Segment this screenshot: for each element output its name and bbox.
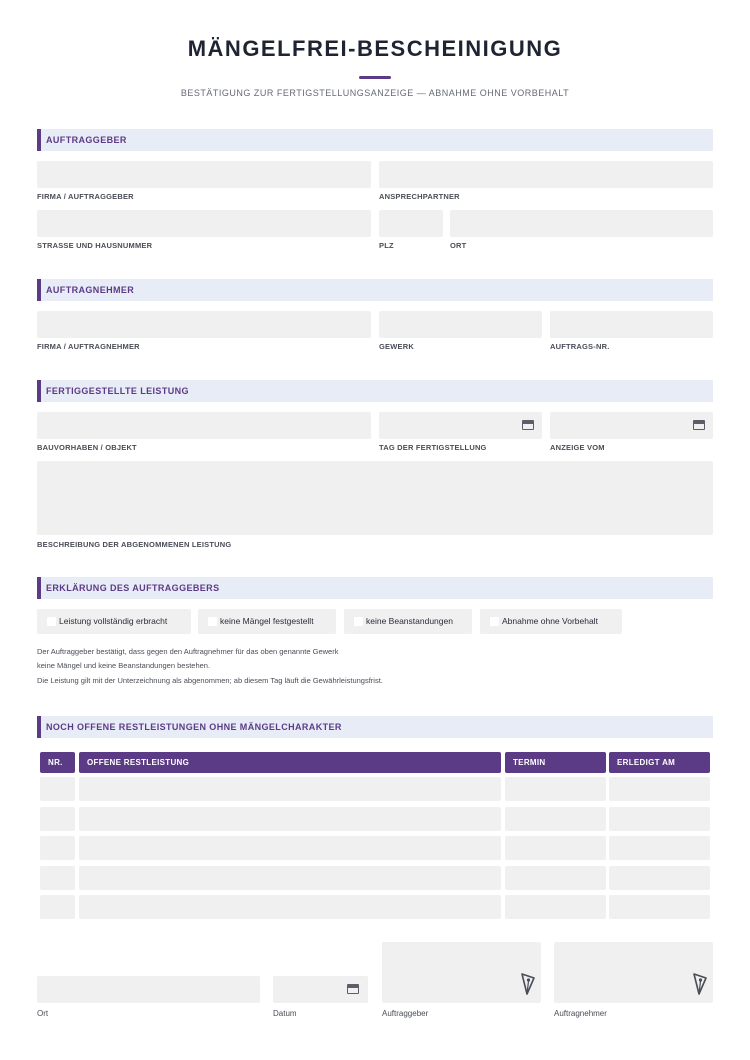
table-cell-termin[interactable] bbox=[505, 777, 606, 801]
table-cell-nr[interactable] bbox=[40, 866, 75, 890]
auftraggeber-signature-label: Auftraggeber bbox=[382, 1009, 429, 1018]
checkbox-box[interactable] bbox=[354, 617, 363, 626]
gewerk-field[interactable] bbox=[379, 311, 542, 338]
auftragnehmer-signature-label: Auftragnehmer bbox=[554, 1009, 607, 1018]
checkbox-label: keine Mängel festgestellt bbox=[220, 616, 314, 626]
section-title: AUFTRAGGEBER bbox=[46, 135, 127, 145]
erklaerung-text-line-3: Die Leistung gilt mit der Unterzeichnung als abgenommen; ab diesem Tag läuft die Gewährleistungsfrist. bbox=[37, 676, 383, 685]
fertigstellung-label: TAG DER FERTIGSTELLUNG bbox=[379, 443, 487, 452]
firma-auftragnehmer-field[interactable] bbox=[37, 311, 371, 338]
table-cell-nr[interactable] bbox=[40, 836, 75, 860]
calendar-icon[interactable] bbox=[347, 984, 359, 994]
bauvorhaben-field[interactable] bbox=[37, 412, 371, 439]
section-auftragnehmer bbox=[37, 279, 713, 301]
ort-signature-label: Ort bbox=[37, 1009, 49, 1018]
column-header-label: ERLEDIGT AM bbox=[617, 758, 676, 767]
auftragnehmer-signature-field[interactable] bbox=[554, 942, 713, 1003]
checkbox-keine-maengel[interactable] bbox=[198, 609, 336, 634]
table-cell-termin[interactable] bbox=[505, 866, 606, 890]
table-cell-nr[interactable] bbox=[40, 777, 75, 801]
anzeige-label: ANZEIGE VOM bbox=[550, 443, 605, 452]
section-title: AUFTRAGNEHMER bbox=[46, 285, 135, 295]
calendar-icon[interactable] bbox=[693, 420, 705, 430]
table-cell-restleistung[interactable] bbox=[79, 777, 501, 801]
section-accent bbox=[37, 279, 41, 301]
auftrags-nr-field[interactable] bbox=[550, 311, 713, 338]
beschreibung-label: BESCHREIBUNG DER ABGENOMMENEN LEISTUNG bbox=[37, 540, 232, 549]
auftrags-nr-label: AUFTRAGS-NR. bbox=[550, 342, 610, 351]
column-header-label: TERMIN bbox=[513, 758, 546, 767]
firma-auftragnehmer-label: FIRMA / AUFTRAGNEHMER bbox=[37, 342, 140, 351]
table-cell-erledigt[interactable] bbox=[609, 895, 710, 919]
erklaerung-text-line-1: Der Auftraggeber bestätigt, dass gegen den Auftragnehmer für das oben genannte Gewerk bbox=[37, 647, 339, 656]
checkbox-label: Abnahme ohne Vorbehalt bbox=[502, 616, 598, 626]
checkbox-label: keine Beanstandungen bbox=[366, 616, 453, 626]
ort-field[interactable] bbox=[450, 210, 713, 237]
anzeige-date-field[interactable] bbox=[550, 412, 713, 439]
pen-nib-icon bbox=[692, 972, 708, 996]
table-cell-restleistung[interactable] bbox=[79, 836, 501, 860]
ansprechpartner-label: ANSPRECHPARTNER bbox=[379, 192, 460, 201]
table-cell-termin[interactable] bbox=[505, 895, 606, 919]
table-cell-termin[interactable] bbox=[505, 836, 606, 860]
ansprechpartner-field[interactable] bbox=[379, 161, 713, 188]
ort-label: ORT bbox=[450, 241, 467, 250]
calendar-icon[interactable] bbox=[522, 420, 534, 430]
table-cell-erledigt[interactable] bbox=[609, 866, 710, 890]
table-cell-nr[interactable] bbox=[40, 895, 75, 919]
ort-signature-field[interactable] bbox=[37, 976, 260, 1003]
section-title: NOCH OFFENE RESTLEISTUNGEN OHNE MÄNGELCHARAKTER bbox=[46, 722, 342, 732]
section-accent bbox=[37, 716, 41, 738]
column-header-restleistung bbox=[79, 752, 501, 773]
table-cell-restleistung[interactable] bbox=[79, 807, 501, 831]
section-title: FERTIGGESTELLTE LEISTUNG bbox=[46, 386, 189, 396]
gewerk-label: GEWERK bbox=[379, 342, 414, 351]
section-accent bbox=[37, 577, 41, 599]
table-cell-nr[interactable] bbox=[40, 807, 75, 831]
bauvorhaben-label: BAUVORHABEN / OBJEKT bbox=[37, 443, 137, 452]
auftraggeber-signature-field[interactable] bbox=[382, 942, 541, 1003]
checkbox-box[interactable] bbox=[490, 617, 499, 626]
checkbox-leistung-erbracht[interactable] bbox=[37, 609, 191, 634]
section-accent bbox=[37, 380, 41, 402]
section-accent bbox=[37, 129, 41, 151]
table-cell-erledigt[interactable] bbox=[609, 777, 710, 801]
firma-auftraggeber-label: FIRMA / AUFTRAGGEBER bbox=[37, 192, 134, 201]
section-restleistungen bbox=[37, 716, 713, 738]
strasse-label: STRASSE UND HAUSNUMMER bbox=[37, 241, 153, 250]
checkbox-label: Leistung vollständig erbracht bbox=[59, 616, 168, 626]
erklaerung-text-line-2: keine Mängel und keine Beanstandungen bestehen. bbox=[37, 661, 211, 670]
section-leistung bbox=[37, 380, 713, 402]
title-underline bbox=[359, 76, 391, 79]
page-subtitle: BESTÄTIGUNG ZUR FERTIGSTELLUNGSANZEIGE — ABNAHME OHNE VORBEHALT bbox=[180, 88, 570, 98]
fertigstellung-date-field[interactable] bbox=[379, 412, 542, 439]
beschreibung-textarea[interactable] bbox=[37, 461, 713, 535]
checkbox-keine-beanstandungen[interactable] bbox=[344, 609, 472, 634]
column-header-label: OFFENE RESTLEISTUNG bbox=[87, 758, 190, 767]
table-cell-erledigt[interactable] bbox=[609, 807, 710, 831]
section-title: ERKLÄRUNG DES AUFTRAGGEBERS bbox=[46, 583, 220, 593]
pen-nib-icon bbox=[520, 972, 536, 996]
checkbox-box[interactable] bbox=[47, 617, 56, 626]
plz-field[interactable] bbox=[379, 210, 443, 237]
section-erklaerung bbox=[37, 577, 713, 599]
firma-auftraggeber-field[interactable] bbox=[37, 161, 371, 188]
datum-signature-field[interactable] bbox=[273, 976, 368, 1003]
column-header-label: NR. bbox=[48, 758, 63, 767]
page-title: MÄNGELFREI-BESCHEINIGUNG bbox=[187, 36, 563, 61]
plz-label: PLZ bbox=[379, 241, 394, 250]
checkbox-box[interactable] bbox=[208, 617, 217, 626]
strasse-field[interactable] bbox=[37, 210, 371, 237]
column-header-erledigt bbox=[609, 752, 710, 773]
column-header-termin bbox=[505, 752, 606, 773]
table-cell-restleistung[interactable] bbox=[79, 866, 501, 890]
column-header-nr bbox=[40, 752, 75, 773]
section-auftraggeber bbox=[37, 129, 713, 151]
table-cell-termin[interactable] bbox=[505, 807, 606, 831]
table-cell-restleistung[interactable] bbox=[79, 895, 501, 919]
checkbox-ohne-vorbehalt[interactable] bbox=[480, 609, 622, 634]
datum-signature-label: Datum bbox=[273, 1009, 297, 1018]
table-cell-erledigt[interactable] bbox=[609, 836, 710, 860]
